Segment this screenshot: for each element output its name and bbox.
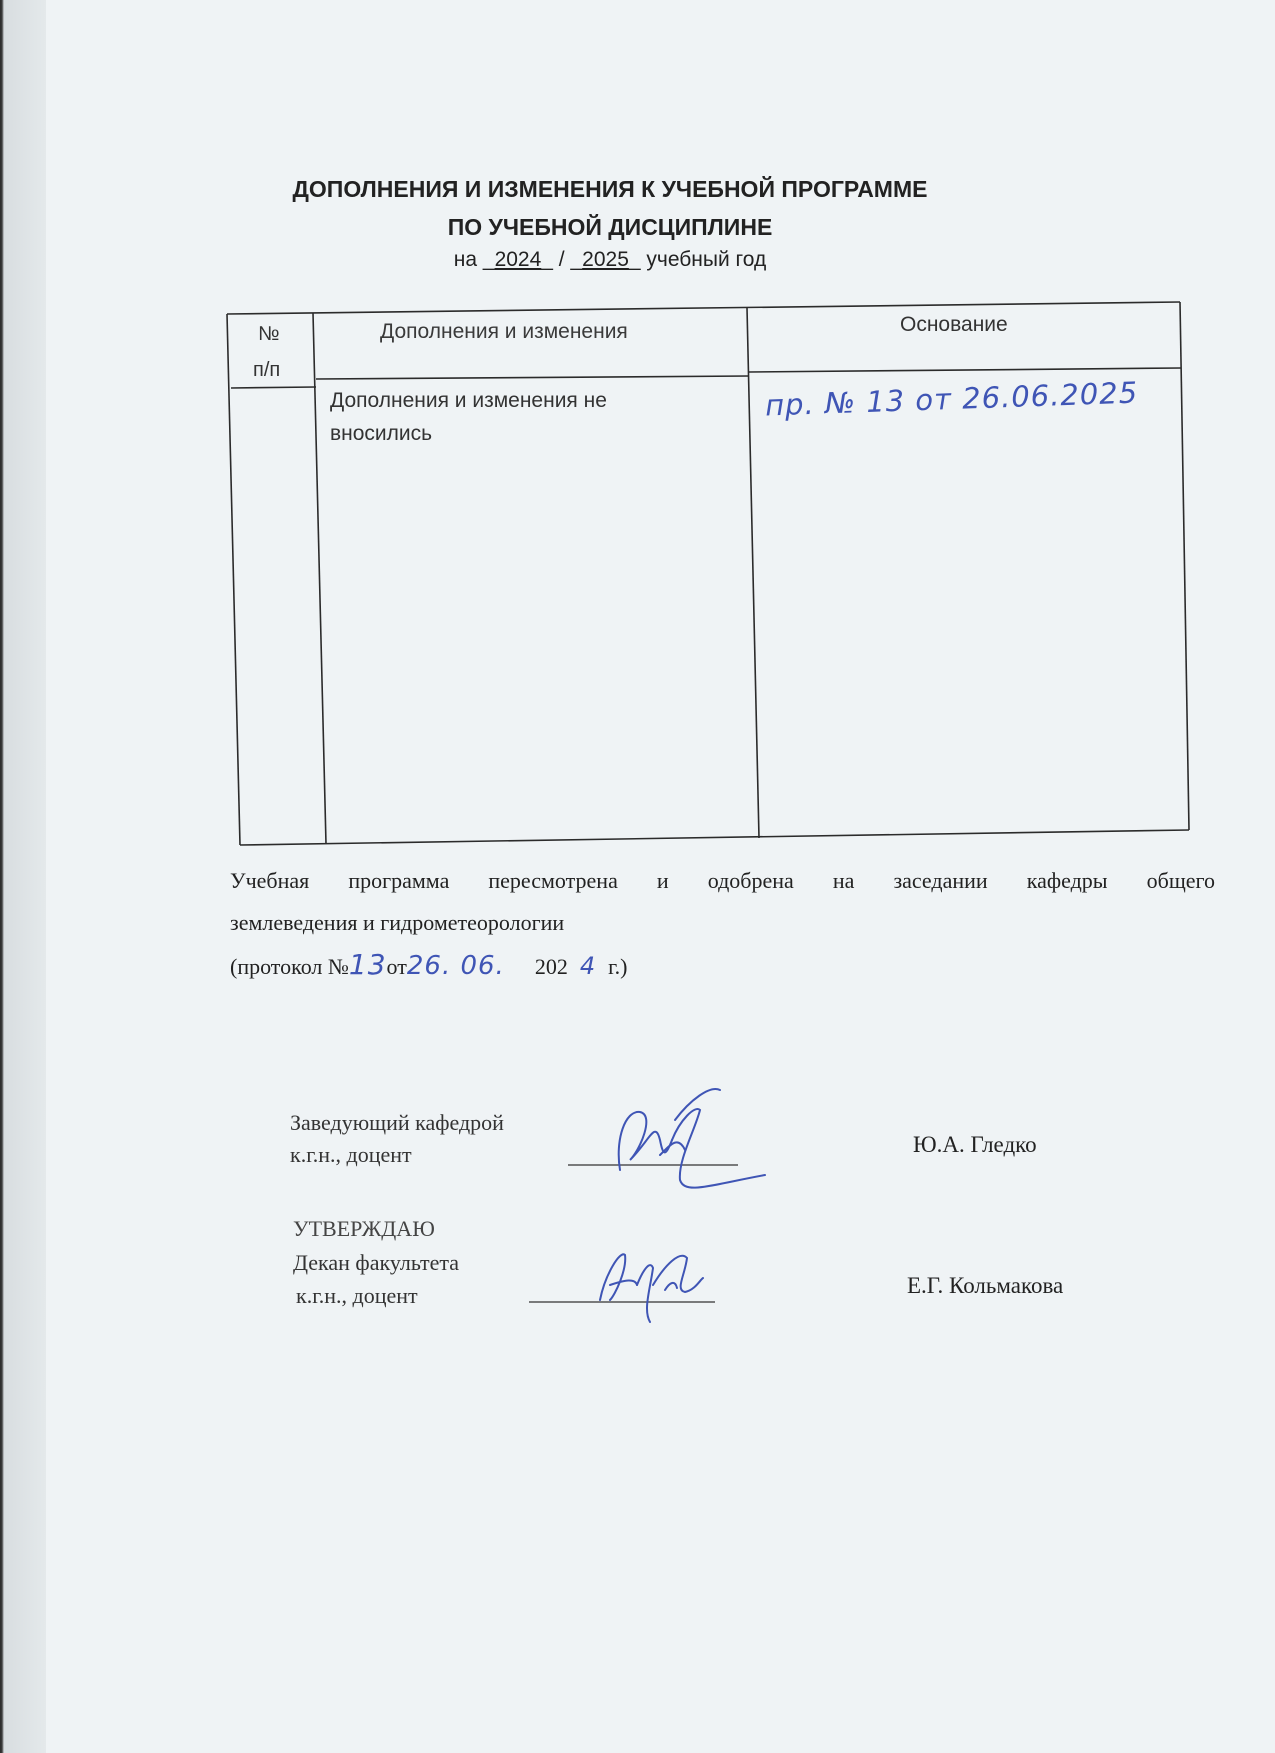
protocol-suffix: г.) [608, 954, 628, 979]
document-title-line2: ПО УЧЕБНОЙ ДИСЦИПЛИНЕ [447, 214, 773, 240]
year-from: 2024 [494, 248, 542, 271]
year-to: 2025 [582, 248, 629, 271]
header-number-pp: п/п [253, 359, 281, 381]
basis-handwritten-note: пр. № 13 от 26.06.2025 [764, 375, 1139, 423]
head-title-line1: Заведующий кафедрой [290, 1110, 504, 1135]
dean-name: Е.Г. Кольмакова [907, 1273, 1064, 1298]
head-signature [560, 1080, 780, 1215]
changes-cell-line2: вносились [330, 422, 433, 445]
dean-signature [525, 1230, 745, 1340]
dean-title-line1: Декан факультета [293, 1250, 460, 1275]
protocol-year-prefix: 202 [534, 954, 568, 979]
head-name: Ю.А. Гледко [913, 1132, 1037, 1157]
protocol-from: от [386, 954, 407, 979]
approve-word: УТВЕРЖДАЮ [293, 1216, 435, 1241]
header-basis: Основание [900, 313, 1008, 336]
head-title-line2: к.г.н., доцент [290, 1142, 412, 1167]
protocol-number-handwritten: 13 [348, 948, 387, 981]
header-number-symbol: № [258, 323, 280, 345]
year-prefix: на _ [453, 248, 495, 271]
approval-text-line1: Учебная программа пересмотрена и одобрена на заседании кафедры общего [230, 868, 1215, 893]
protocol-year-digit-handwritten: 4 [579, 952, 597, 980]
protocol-date-handwritten: 26. 06. [406, 951, 505, 981]
dean-title-line2: к.г.н., доцент [296, 1283, 418, 1308]
header-changes: Дополнения и изменения [380, 320, 628, 343]
year-separator: _ / _ [541, 248, 583, 271]
changes-cell-line1: Дополнения и изменения не [330, 389, 607, 412]
year-suffix: _ учебный год [628, 248, 767, 271]
approval-text-line2: землеведения и гидрометеорологии [230, 910, 565, 935]
protocol-prefix: (протокол № [230, 954, 349, 979]
document-title-line1: ДОПОЛНЕНИЯ И ИЗМЕНЕНИЯ К УЧЕБНОЙ ПРОГРАММЕ [292, 176, 928, 202]
protocol-line [230, 948, 627, 981]
